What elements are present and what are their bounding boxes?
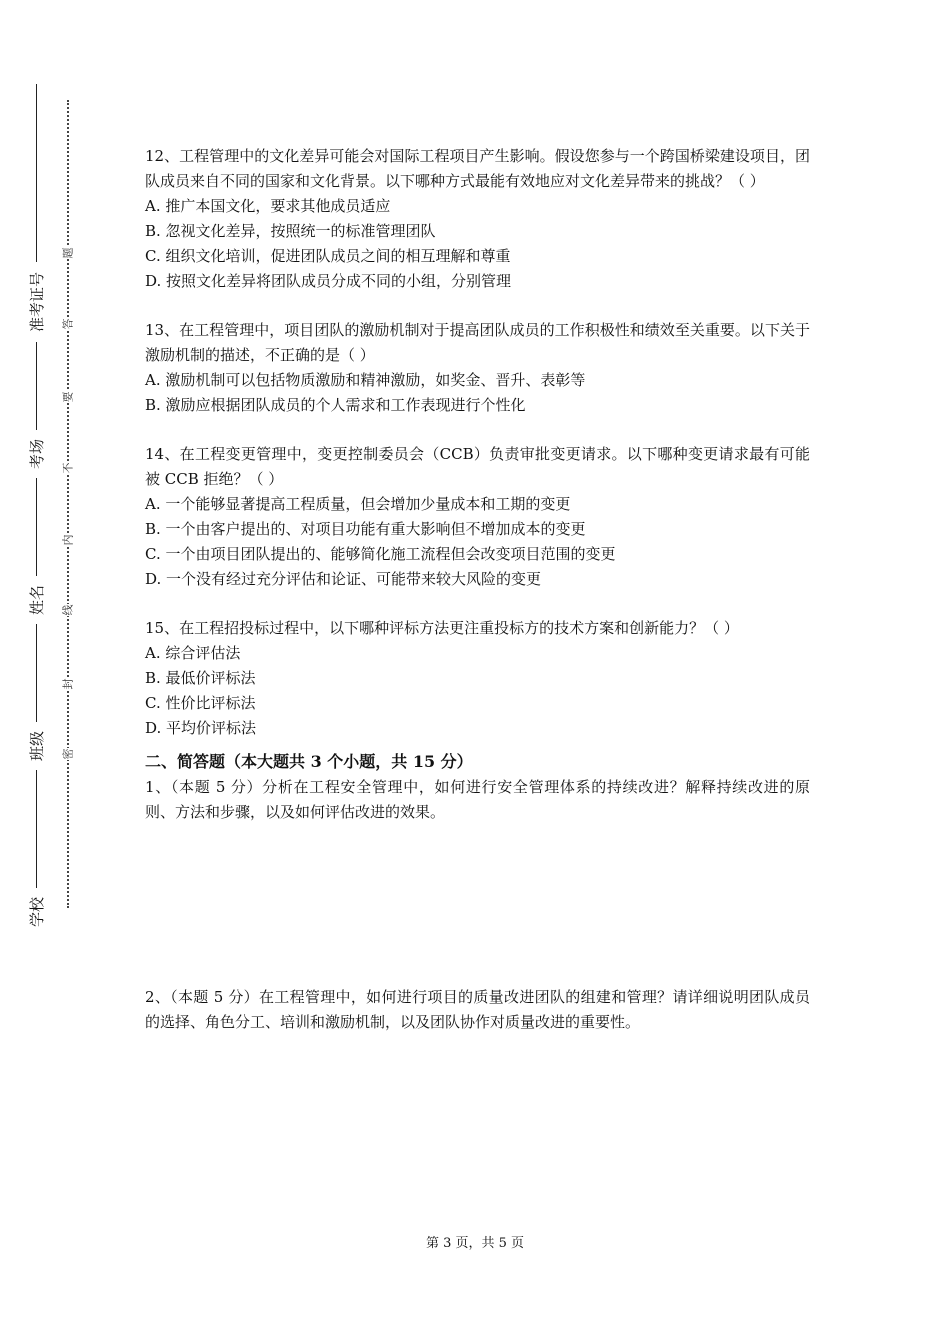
option-c: C. 性价比评标法 (145, 694, 256, 712)
section-two-title: 二、简答题（本大题共 3 个小题，共 15 分） (145, 752, 473, 771)
option-a: A. 激励机制可以包括物质激励和精神激励，如奖金、晋升、表彰等 (145, 371, 586, 389)
option-c: C. 一个由项目团队提出的、能够简化施工流程但会改变项目范围的变更 (145, 545, 616, 563)
option-b: B. 一个由客户提出的、对项目功能有重大影响但不增加成本的变更 (145, 520, 586, 538)
option-b: B. 激励应根据团队成员的个人需求和工作表现进行个性化 (145, 396, 526, 414)
answer-space[interactable] (145, 1035, 810, 1175)
school-label: 学校 (23, 888, 51, 936)
question-13 (145, 318, 810, 418)
question-stem: 13、在工程管理中，项目团队的激励机制对于提高团队成员的工作积极性和绩效至关重要。以下关于激励机制的描述，不正确的是（ ） (145, 321, 810, 364)
option-a: A. 推广本国文化，要求其他成员适应 (145, 197, 391, 215)
seal-char: 要 (61, 391, 74, 403)
option-a: A. 一个能够显著提高工程质量，但会增加少量成本和工期的变更 (145, 495, 571, 513)
seal-char: 题 (61, 247, 74, 259)
option-d: D. 按照文化差异将团队成员分成不同的小组，分别管理 (145, 272, 512, 290)
question-14 (145, 442, 810, 592)
question-stem: 12、工程管理中的文化差异可能会对国际工程项目产生影响。假设您参与一个跨国桥梁建设项目，团队成员来自不同的国家和文化背景。以下哪种方式最能有效地应对文化差异带来的挑战？（ ） (145, 147, 810, 190)
exam-room-label: 考场 (23, 430, 51, 478)
binding-dotted-line (67, 100, 69, 908)
seal-char: 线 (61, 604, 74, 616)
page-number: 第 3 页，共 5 页 (425, 1236, 525, 1251)
option-d: D. 一个没有经过充分评估和论证、可能带来较大风险的变更 (145, 570, 542, 588)
seal-char: 密 (61, 748, 74, 760)
class-label: 班级 (23, 722, 51, 770)
question-12 (145, 144, 810, 294)
name-label: 姓名 (23, 576, 51, 624)
question-15 (145, 616, 810, 741)
seal-char: 封 (61, 678, 74, 690)
question-stem: 15、在工程招投标过程中，以下哪种评标方法更注重投标方的技术方案和创新能力？（ ） (145, 619, 739, 637)
seal-char: 答 (61, 318, 74, 330)
seal-char: 内 (61, 534, 74, 546)
binding-solid-line (36, 84, 37, 924)
answer-space[interactable] (145, 825, 810, 985)
option-d: D. 平均价评标法 (145, 719, 257, 737)
option-b: B. 最低价评标法 (145, 669, 256, 687)
exam-content (145, 144, 810, 1175)
option-a: A. 综合评估法 (145, 644, 241, 662)
question-stem: 14、在工程变更管理中，变更控制委员会（CCB）负责审批变更请求。以下哪种变更请求最有可能被 CCB 拒绝？（ ） (145, 445, 810, 488)
exam-number-label: 准考证号 (23, 262, 51, 342)
option-c: C. 组织文化培训，促进团队成员之间的相互理解和尊重 (145, 247, 511, 265)
seal-char: 不 (61, 462, 74, 474)
short-answer-1: 1、（本题 5 分）分析在工程安全管理中，如何进行安全管理体系的持续改进？解释持续改进的原则、方法和步骤，以及如何评估改进的效果。 (145, 778, 810, 821)
option-b: B. 忽视文化差异，按照统一的标准管理团队 (145, 222, 436, 240)
short-answer-2: 2、（本题 5 分）在工程管理中，如何进行项目的质量改进团队的组建和管理？请详细说明团队成员的选择、角色分工、培训和激励机制，以及团队协作对质量改进的重要性。 (145, 988, 810, 1031)
